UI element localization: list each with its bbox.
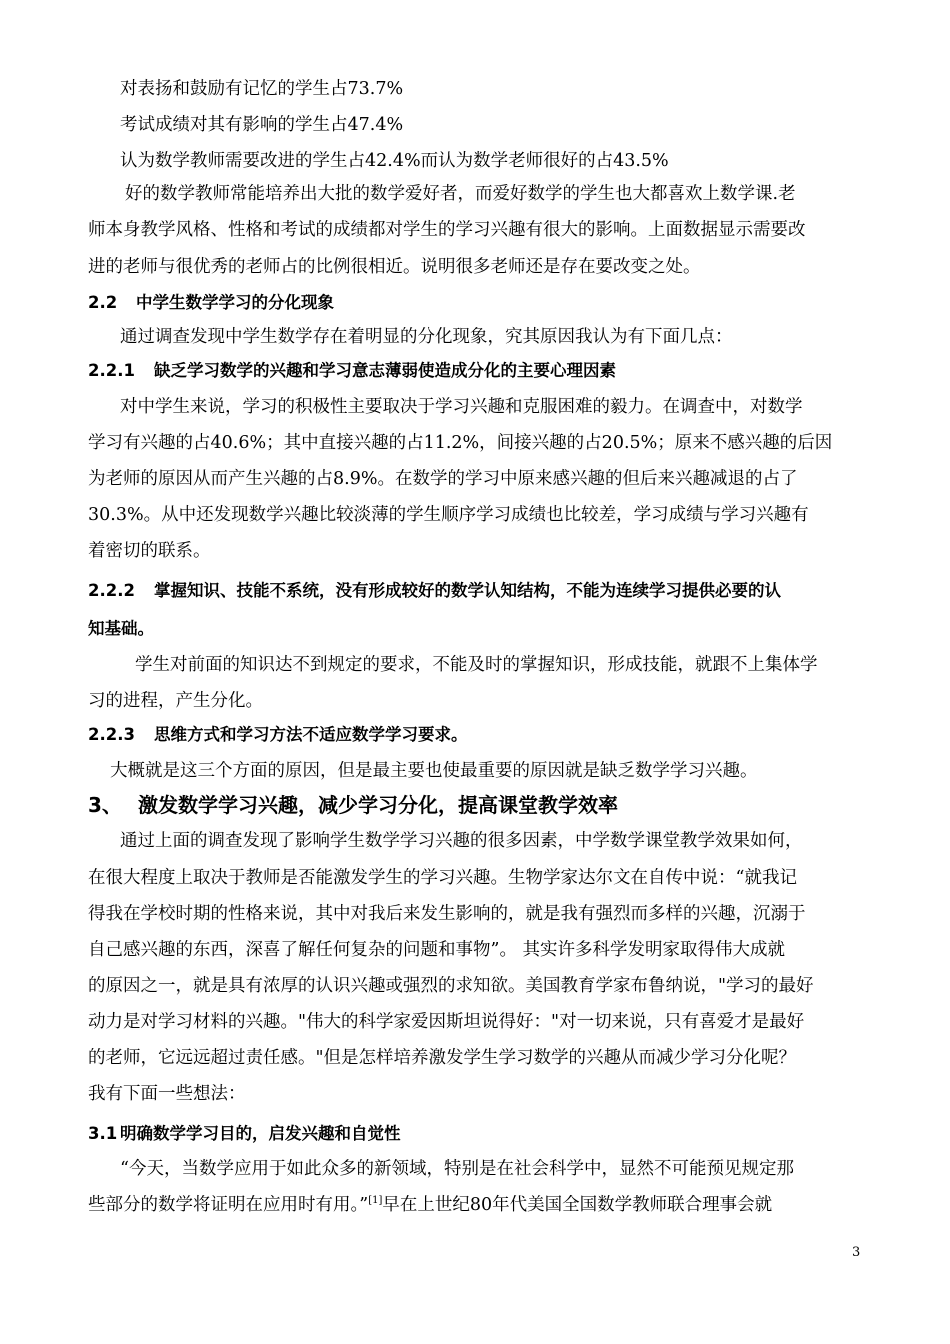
paragraph-line: 对中学生来说，学习的积极性主要取决于学习兴趣和克服困难的毅力。在调查中，对数学: [120, 397, 803, 417]
paragraph-line: 大概就是这三个方面的原因，但是最主要也使最重要的原因就是缺乏数学学习兴趣。: [110, 761, 758, 781]
heading-3-1: [88, 1123, 401, 1145]
heading-number: 2.2: [88, 293, 118, 312]
stat-teacher: 认为数学教师需要改进的学生占42.4%而认为数学老师很好的占43.5%: [120, 151, 669, 171]
heading-text: 思维方式和学习方法不适应数学学习要求。: [154, 725, 468, 744]
paragraph-line: 学习有兴趣的占40.6%；其中直接兴趣的占11.2%，间接兴趣的占20.5%；原来不感兴趣的后因: [88, 433, 833, 453]
paragraph-line: 师本身教学风格、性格和考试的成绩都对学生的学习兴趣有很大的影响。上面数据显示需要改: [88, 220, 806, 240]
paragraph-line: 为老师的原因从而产生兴趣的占8.9%。在数学的学习中原来感兴趣的但后来兴趣减退的占了: [88, 469, 798, 489]
stat-exam: 考试成绩对其有影响的学生占47.4%: [120, 115, 404, 135]
paragraph-line: 着密切的联系。: [88, 541, 211, 561]
page-number: 3: [852, 1245, 861, 1260]
paragraph-text: 早在上世纪80年代美国全国数学教师联合理事会就: [382, 1195, 773, 1215]
stat-praise: 对表扬和鼓励有记忆的学生占73.7%: [120, 79, 404, 99]
heading-text: 缺乏学习数学的兴趣和学习意志薄弱使造成分化的主要心理因素: [154, 361, 616, 380]
paragraph-line: [88, 1194, 772, 1216]
heading-2-2-3: [88, 724, 468, 746]
heading-text: 中学生数学学习的分化现象: [136, 293, 334, 312]
paragraph-line: 通过调查发现中学生数学存在着明显的分化现象，究其原因我认为有下面几点：: [120, 327, 733, 347]
citation-ref[interactable]: [1]: [368, 1195, 383, 1206]
paragraph-line: 动力是对学习材料的兴趣。"伟大的科学家爱因斯坦说得好："对一切来说，只有喜爱才是最好: [88, 1012, 805, 1032]
paragraph-line: 通过上面的调查发现了影响学生数学学习兴趣的很多因素，中学数学课堂教学效果如何，: [120, 831, 803, 851]
paragraph-line: 进的老师与很优秀的老师占的比例很相近。说明很多老师还是存在要改变之处。: [88, 257, 701, 277]
heading-number: 2.2.3: [88, 725, 135, 744]
heading-2-2: [88, 292, 334, 314]
heading-3: [88, 794, 618, 816]
heading-number: 3、: [88, 793, 122, 817]
paragraph-line: 30.3%。从中还发现数学兴趣比较淡薄的学生顺序学习成绩也比较差，学习成绩与学习兴趣有: [88, 505, 809, 525]
paragraph-line: 得我在学校时期的性格来说，其中对我后来发生影响的，就是我有强烈而多样的兴趣，沉溺于: [88, 904, 806, 924]
heading-number: 3.1: [88, 1124, 118, 1143]
heading-text: 掌握知识、技能不系统，没有形成较好的数学认知结构，不能为连续学习提供必要的认: [154, 581, 781, 600]
paragraph-line: 的老师，它远远超过责任感。"但是怎样培养激发学生学习数学的兴趣从而减少学习分化呢？: [88, 1048, 797, 1068]
heading-2-2-2: [88, 580, 781, 602]
paragraph-line: 我有下面一些想法：: [88, 1084, 246, 1104]
paragraph-line: 自己感兴趣的东西，深喜了解任何复杂的问题和事物”。 其实许多科学发明家取得伟大成就: [88, 940, 786, 960]
paragraph-line: 学生对前面的知识达不到规定的要求，不能及时的掌握知识，形成技能，就跟不上集体学: [135, 655, 818, 675]
paragraph-line: 的原因之一，就是具有浓厚的认识兴趣或强烈的求知欲。美国教育学家布鲁纳说，"学习的最好: [88, 976, 814, 996]
paragraph-line: 好的数学教师常能培养出大批的数学爱好者，而爱好数学的学生也大都喜欢上数学课.老: [125, 184, 796, 204]
paragraph-line: 在很大程度上取决于教师是否能激发学生的学习兴趣。生物学家达尔文在自传中说：“就我记: [88, 868, 797, 888]
heading-number: 2.2.1: [88, 361, 135, 380]
heading-number: 2.2.2: [88, 581, 135, 600]
paragraph-line: 习的进程，产生分化。: [88, 691, 263, 711]
heading-2-2-2-continued: 知基础。: [88, 619, 154, 638]
paragraph-text: 些部分的数学将证明在应用时有用。”: [88, 1195, 369, 1215]
heading-2-2-1: [88, 360, 616, 382]
heading-text: 激发数学学习兴趣，减少学习分化，提高课堂教学效率: [138, 793, 618, 817]
paragraph-line: “今天，当数学应用于如此众多的新领域，特别是在社会科学中，显然不可能预见规定那: [120, 1159, 794, 1179]
heading-text: 明确数学学习目的，启发兴趣和自觉性: [120, 1124, 401, 1143]
